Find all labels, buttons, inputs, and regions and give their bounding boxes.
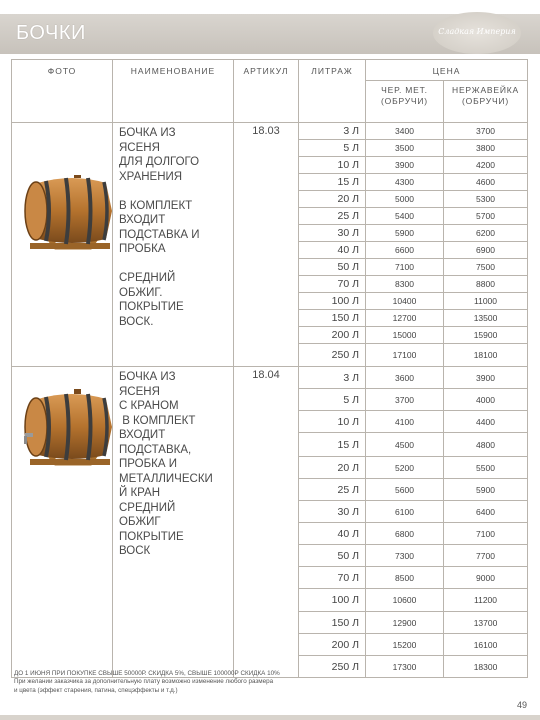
- price-steel-cell: 6400: [444, 501, 528, 523]
- product-article: 18.03: [234, 123, 299, 367]
- product-name-line: В КОМПЛЕКТ: [119, 414, 196, 427]
- price-black-cell: 3600: [366, 367, 444, 389]
- price-steel-cell: 8800: [444, 276, 528, 293]
- price-black-cell: 12900: [366, 612, 444, 634]
- price-steel-cell: 4800: [444, 433, 528, 457]
- price-steel-cell: 4600: [444, 174, 528, 191]
- page-number: 49: [516, 700, 527, 710]
- table-row: [12, 367, 528, 389]
- price-steel-cell: 7500: [444, 259, 528, 276]
- column-header-price: ЦЕНА: [366, 60, 528, 81]
- price-steel-cell: 13700: [444, 612, 528, 634]
- price-black-cell: 3700: [366, 389, 444, 411]
- product-name-line: БОЧКА ИЗ: [119, 371, 176, 383]
- volume-cell: 5 Л: [299, 140, 366, 157]
- volume-cell: 25 Л: [299, 208, 366, 225]
- price-black-cell: 4500: [366, 433, 444, 457]
- volume-cell: 15 Л: [299, 174, 366, 191]
- price-black-cell: 5900: [366, 225, 444, 242]
- footnote-line: При желании заказчика за дополнительную плату возможно изменение любого размера: [14, 678, 274, 686]
- price-steel-cell: 3900: [444, 367, 528, 389]
- column-header-photo: ФОТО: [12, 60, 113, 123]
- volume-cell: 30 Л: [299, 501, 366, 523]
- column-header-volume: ЛИТРАЖ: [299, 60, 366, 123]
- volume-cell: 150 Л: [299, 310, 366, 327]
- price-black-cell: 6600: [366, 242, 444, 259]
- volume-cell: 70 Л: [299, 567, 366, 589]
- oak-barrel-on-stand-icon: [16, 175, 113, 275]
- volume-cell: 50 Л: [299, 259, 366, 276]
- volume-cell: 15 Л: [299, 433, 366, 457]
- price-steel-cell: 4200: [444, 157, 528, 174]
- product-name-line: [119, 257, 233, 272]
- price-steel-cell: 5700: [444, 208, 528, 225]
- price-black-cell: 17100: [366, 344, 444, 367]
- price-black-cell: 5200: [366, 457, 444, 479]
- price-black-cell: 5000: [366, 191, 444, 208]
- product-name-line: ПРОБКА И: [119, 458, 178, 470]
- volume-cell: 100 Л: [299, 589, 366, 612]
- volume-cell: 100 Л: [299, 293, 366, 310]
- volume-cell: 30 Л: [299, 225, 366, 242]
- price-steel-cell: 5500: [444, 457, 528, 479]
- volume-cell: 150 Л: [299, 612, 366, 634]
- product-name-line: ПОКРЫТИЕ: [119, 530, 184, 543]
- product-name-line: ОБЖИГ: [119, 516, 161, 528]
- product-name-line: СРЕДНИЙ: [119, 272, 176, 284]
- price-steel-cell: 6200: [444, 225, 528, 242]
- column-header-line: ЧЕР. МЕТ.: [381, 85, 428, 95]
- product-name-line: ВХОДИТ: [119, 429, 166, 441]
- price-black-cell: 5400: [366, 208, 444, 225]
- price-black-cell: 6800: [366, 523, 444, 545]
- volume-cell: 200 Л: [299, 327, 366, 344]
- product-name-line: МЕТАЛЛИЧЕСКИ: [119, 472, 213, 485]
- product-name-line: ОБЖИГ.: [119, 286, 163, 299]
- price-steel-cell: 16100: [444, 634, 528, 656]
- price-black-cell: 3900: [366, 157, 444, 174]
- product-name-line: ХРАНЕНИЯ: [119, 170, 183, 183]
- price-black-cell: 8500: [366, 567, 444, 589]
- column-header-line: (ОБРУЧИ): [462, 96, 509, 106]
- header-row: [12, 60, 528, 81]
- price-steel-cell: 15900: [444, 327, 528, 344]
- price-steel-cell: 9000: [444, 567, 528, 589]
- price-black-cell: 7300: [366, 545, 444, 567]
- column-header-article: АРТИКУЛ: [234, 60, 299, 123]
- product-name-line: ПОДСТАВКА,: [119, 443, 192, 456]
- product-name-line: Й КРАН: [119, 487, 161, 499]
- product-name-line: ЯСЕНЯ: [119, 141, 160, 154]
- product-name-line: СРЕДНИЙ: [119, 501, 176, 514]
- price-black-cell: 7100: [366, 259, 444, 276]
- oak-barrel-with-tap-icon: [16, 379, 113, 499]
- price-black-cell: 15000: [366, 327, 444, 344]
- product-name: [113, 123, 234, 367]
- price-black-cell: 3400: [366, 123, 444, 140]
- volume-cell: 10 Л: [299, 157, 366, 174]
- logo-text: Сладкая Империя: [438, 27, 516, 36]
- product-name-line: БОЧКА ИЗ: [119, 127, 176, 139]
- page-title: БОЧКИ: [16, 22, 86, 44]
- column-header-price-black: [366, 81, 444, 123]
- brand-logo: [433, 12, 521, 54]
- product-name-line: С КРАНОМ: [119, 400, 179, 412]
- price-steel-cell: 7100: [444, 523, 528, 545]
- column-header-price-steel: [444, 81, 528, 123]
- price-steel-cell: 6900: [444, 242, 528, 259]
- price-steel-cell: 18100: [444, 344, 528, 367]
- price-black-cell: 4100: [366, 411, 444, 433]
- product-name: [113, 367, 234, 678]
- price-table: [11, 59, 528, 678]
- product-photo: [12, 367, 113, 678]
- price-black-cell: 8300: [366, 276, 444, 293]
- column-header-name: НАИМЕНОВАНИЕ: [113, 60, 234, 123]
- product-name-line: ПРОБКА: [119, 243, 166, 255]
- price-steel-cell: 7700: [444, 545, 528, 567]
- price-black-cell: 6100: [366, 501, 444, 523]
- price-black-cell: 4300: [366, 174, 444, 191]
- footer-bar: [0, 715, 540, 720]
- volume-cell: 5 Л: [299, 389, 366, 411]
- column-header-line: НЕРЖАВЕЙКА: [452, 85, 519, 95]
- footnote-line: ДО 1 ИЮНЯ ПРИ ПОКУПКЕ СВЫШЕ 50000Р. СКИДКА 5%, СВЫШЕ 100000Р СКИДКА 10%: [14, 670, 280, 677]
- product-name-line: ПОДСТАВКА И: [119, 228, 200, 241]
- volume-cell: 20 Л: [299, 457, 366, 479]
- volume-cell: 3 Л: [299, 367, 366, 389]
- volume-cell: 20 Л: [299, 191, 366, 208]
- volume-cell: 200 Л: [299, 634, 366, 656]
- product-name-line: ВОСК: [119, 545, 151, 557]
- volume-cell: 10 Л: [299, 411, 366, 433]
- product-name-line: В КОМПЛЕКТ: [119, 199, 193, 212]
- price-black-cell: 10400: [366, 293, 444, 310]
- product-name-line: ПОКРЫТИЕ: [119, 301, 184, 313]
- price-steel-cell: 4400: [444, 411, 528, 433]
- volume-cell: 250 Л: [299, 344, 366, 367]
- product-name-line: [119, 184, 233, 199]
- volume-cell: 3 Л: [299, 123, 366, 140]
- product-name-line: ЯСЕНЯ: [119, 385, 160, 398]
- price-black-cell: 5600: [366, 479, 444, 501]
- volume-cell: 25 Л: [299, 479, 366, 501]
- product-article: 18.04: [234, 367, 299, 678]
- price-steel-cell: 13500: [444, 310, 528, 327]
- price-black-cell: 15200: [366, 634, 444, 656]
- column-header-line: (ОБРУЧИ): [381, 96, 428, 106]
- volume-cell: 70 Л: [299, 276, 366, 293]
- table-row: [12, 123, 528, 140]
- footnote: [14, 670, 434, 695]
- volume-cell: 40 Л: [299, 523, 366, 545]
- product-name-line: ВОСК.: [119, 315, 154, 328]
- price-steel-cell: 4000: [444, 389, 528, 411]
- price-black-cell: 12700: [366, 310, 444, 327]
- price-steel-cell: 18300: [444, 656, 528, 678]
- price-steel-cell: 3800: [444, 140, 528, 157]
- price-steel-cell: 11200: [444, 589, 528, 612]
- volume-cell: 40 Л: [299, 242, 366, 259]
- product-photo: [12, 123, 113, 367]
- price-steel-cell: 5300: [444, 191, 528, 208]
- price-black-cell: 17300: [366, 656, 444, 678]
- product-name-line: ВХОДИТ: [119, 214, 166, 226]
- price-black-cell: 3500: [366, 140, 444, 157]
- footnote-line: и цвета (эффект старения, патина, спецэффекты и т.д.): [14, 686, 178, 694]
- volume-cell: 250 Л: [299, 656, 366, 678]
- price-black-cell: 10600: [366, 589, 444, 612]
- price-steel-cell: 5900: [444, 479, 528, 501]
- price-steel-cell: 3700: [444, 123, 528, 140]
- product-name-line: ДЛЯ ДОЛГОГО: [119, 156, 200, 168]
- volume-cell: 50 Л: [299, 545, 366, 567]
- price-steel-cell: 11000: [444, 293, 528, 310]
